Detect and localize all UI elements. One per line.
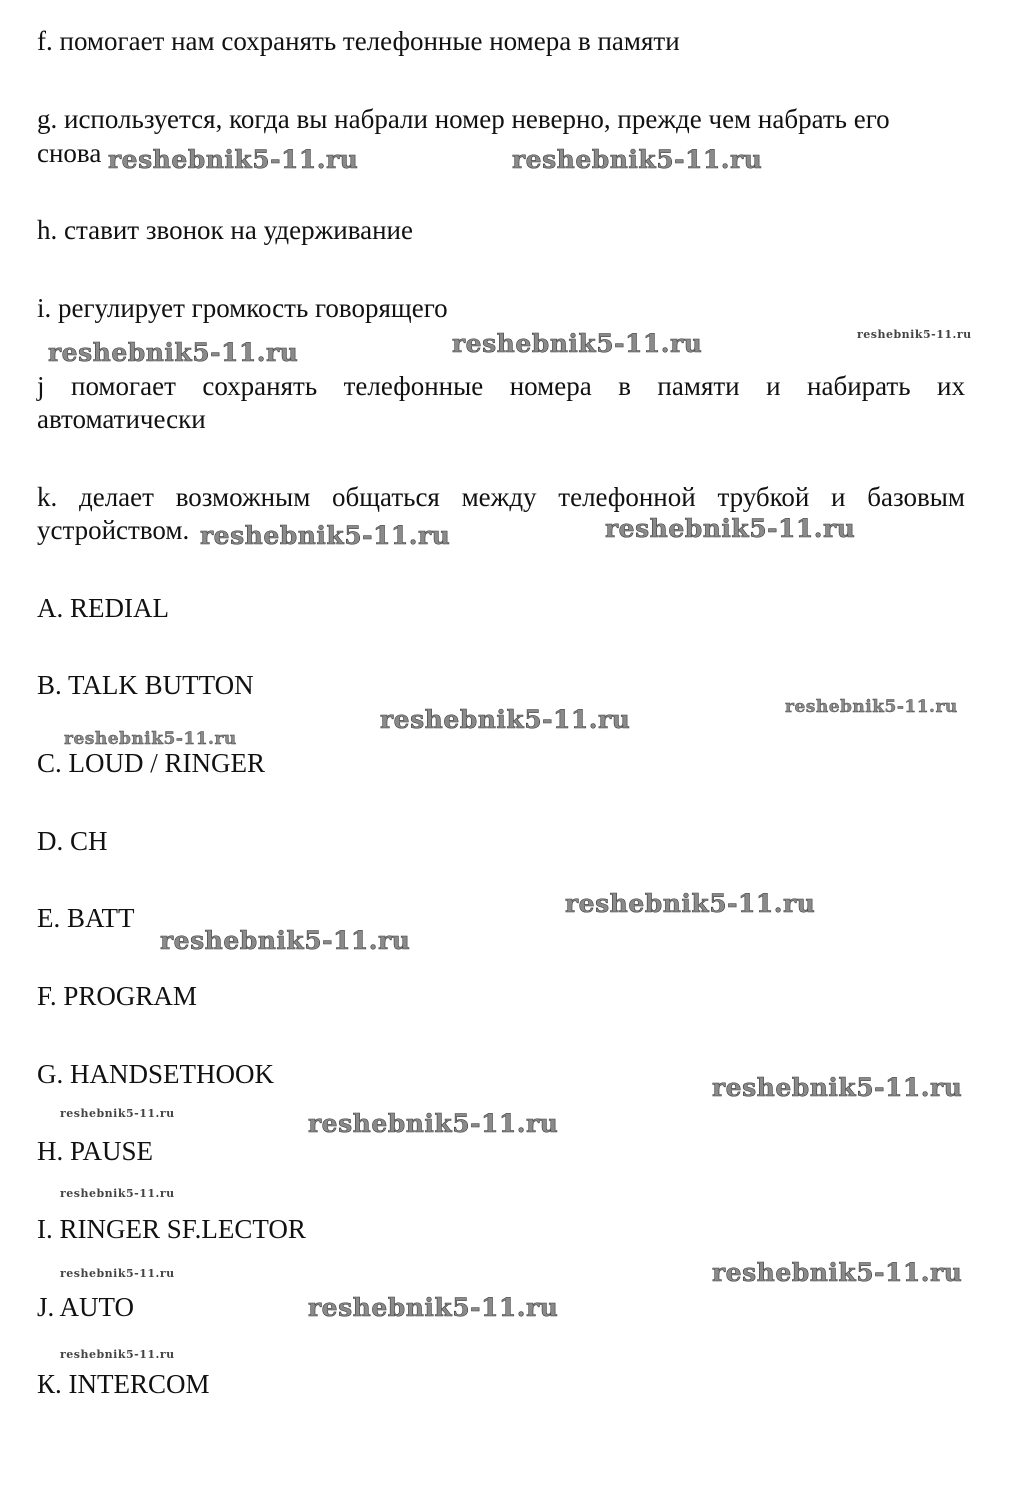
definition-k-line1 [37,481,965,513]
watermark: reshebnik5-11.ru [160,926,411,955]
definition-j-word: набирать [807,371,911,401]
option-b: B. TALK BUTTON [37,670,254,700]
definition-j-word: помогает [71,371,176,401]
definition-k-line2: устройством. [37,515,190,545]
watermark: reshebnik5-11.ru [712,1073,963,1102]
definition-j-word: j [37,371,45,401]
watermark: reshebnik5-11.ru [308,1293,559,1322]
option-e: E. BATT [37,903,135,933]
definition-g-line2: снова [37,138,102,168]
watermark: reshebnik5-11.ru [857,328,972,341]
watermark: reshebnik5-11.ru [512,145,763,174]
definition-g-line1: g. используется, когда вы набрали номер неверно, прежде чем набрать его [37,104,890,134]
definition-k-word: делает [78,482,154,512]
watermark: reshebnik5-11.ru [60,1348,175,1361]
definition-j-word: сохранять [202,371,318,401]
definition-k-word: и [831,482,846,512]
definition-j-word: и [766,371,781,401]
watermark: reshebnik5-11.ru [785,697,958,717]
definition-k-word: возможным [175,482,311,512]
watermark: reshebnik5-11.ru [108,145,359,174]
watermark: reshebnik5-11.ru [712,1258,963,1287]
watermark: reshebnik5-11.ru [565,889,816,918]
definition-k-word: трубкой [717,482,810,512]
option-j: J. AUTO [37,1292,135,1322]
definition-f: f. помогает нам сохранять телефонные номера в памяти [37,26,680,56]
option-h: H. PAUSE [37,1136,154,1166]
watermark: reshebnik5-11.ru [60,1187,175,1200]
option-g: G. HANDSETHOOK [37,1059,274,1089]
watermark: reshebnik5-11.ru [308,1109,559,1138]
definition-k-word: общаться [332,482,440,512]
watermark: reshebnik5-11.ru [48,338,299,367]
definition-j-line2: автоматически [37,404,206,434]
watermark: reshebnik5-11.ru [380,705,631,734]
watermark: reshebnik5-11.ru [452,329,703,358]
option-a: A. REDIAL [37,593,169,623]
option-c: C. LOUD / RINGER [37,748,265,778]
option-d: D. CH [37,826,108,856]
definition-k-word: между [461,482,537,512]
watermark: reshebnik5-11.ru [60,1107,175,1120]
watermark: reshebnik5-11.ru [64,729,237,749]
option-k: К. INTERCOM [37,1369,210,1399]
definition-i: i. регулирует громкость говорящего [37,293,448,323]
watermark: reshebnik5-11.ru [605,514,856,543]
definition-h: h. ставит звонок на удерживание [37,215,413,245]
definition-k-word: k. [37,482,58,512]
watermark: reshebnik5-11.ru [200,521,451,550]
definition-j-word: телефонные [343,371,484,401]
definition-j-word: в [618,371,631,401]
definition-j-word: их [937,371,965,401]
definition-k-word: телефонной [558,482,696,512]
option-f: F. PROGRAM [37,981,197,1011]
definition-j-line1 [37,370,965,402]
definition-j-word: памяти [657,371,740,401]
option-i: I. RINGER SF.LECTOR [37,1214,306,1244]
definition-j-word: номера [509,371,592,401]
definition-k-word: базовым [867,482,965,512]
watermark: reshebnik5-11.ru [60,1267,175,1280]
